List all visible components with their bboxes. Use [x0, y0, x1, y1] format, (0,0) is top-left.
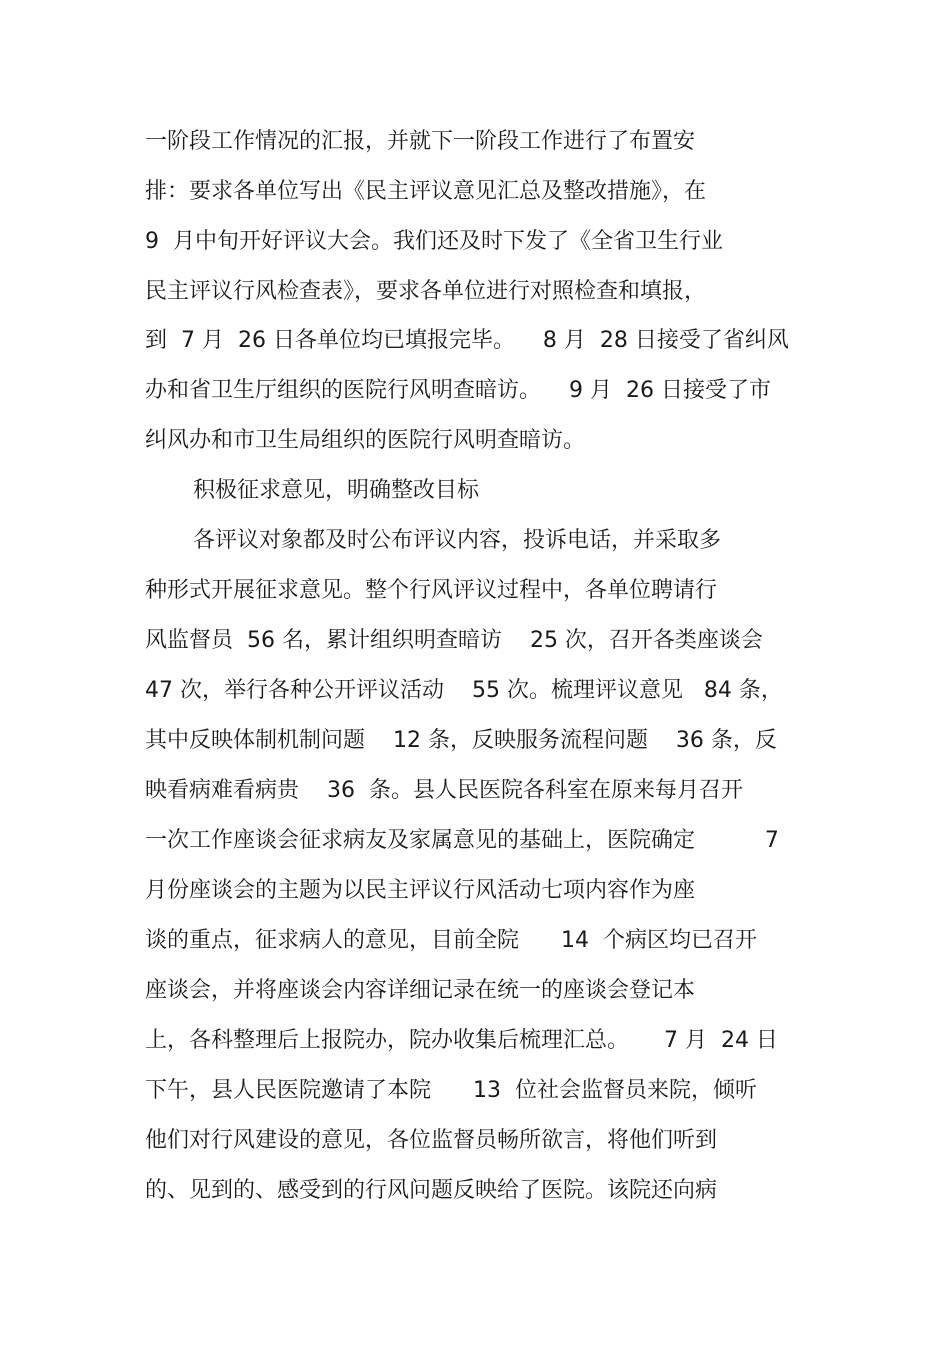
text-line: 排：要求各单位写出《民主评议意见汇总及整改措施》，在: [145, 179, 707, 204]
paragraph-first-line: 各评议对象都及时公布评议内容，投诉电话，并采取多: [193, 528, 722, 553]
text-line: 他们对行风建设的意见，各位监督员畅所欲言，将他们听到: [145, 1128, 718, 1153]
text-line: 一次工作座谈会征求病友及家属意见的基础上，医院确定 7: [145, 828, 779, 853]
text-line: 映看病难看病贵 36 条。县人民医院各科室在原来每月召开: [145, 778, 743, 803]
text-line: 一阶段工作情况的汇报，并就下一阶段工作进行了布置安: [145, 129, 696, 154]
text-line: 其中反映体制机制问题 12 条，反映服务流程问题 36 条，反: [145, 728, 777, 753]
text-line: 下午，县人民医院邀请了本院 13 位社会监督员来院，倾听: [145, 1078, 757, 1103]
text-line: 谈的重点，征求病人的意见，目前全院 14 个病区均已召开: [145, 928, 757, 953]
text-line: 种形式开展征求意见。整个行风评议过程中，各单位聘请行: [145, 578, 718, 603]
text-line: 上，各科整理后上报院办，院办收集后梳理汇总。 7 月 24 日: [145, 1028, 778, 1053]
text-line: 的、见到的、感受到的行风问题反映给了医院。该院还向病: [145, 1178, 718, 1203]
text-line: 9 月中旬开好评议大会。我们还及时下发了《全省卫生行业: [145, 229, 723, 254]
text-line: 民主评议行风检查表》，要求各单位进行对照检查和填报，: [145, 279, 707, 304]
text-line: 座谈会，并将座谈会内容详细记录在统一的座谈会登记本: [145, 978, 696, 1003]
text-line: 纠风办和市卫生局组织的医院行风明查暗访。: [145, 428, 586, 453]
text-line: 47 次，举行各种公开评议活动 55 次。梳理评议意见 84 条，: [145, 678, 783, 703]
text-line: 风监督员 56 名，累计组织明查暗访 25 次，召开各类座谈会: [145, 628, 763, 653]
text-line: 办和省卫生厅组织的医院行风明查暗访。 9 月 26 日接受了市: [145, 378, 771, 403]
section-heading: 积极征求意见，明确整改目标: [193, 478, 480, 503]
text-line: 月份座谈会的主题为以民主评议行风活动七项内容作为座: [145, 878, 696, 903]
text-line: 到 7 月 26 日各单位均已填报完毕。 8 月 28 日接受了省纠风: [145, 328, 789, 353]
